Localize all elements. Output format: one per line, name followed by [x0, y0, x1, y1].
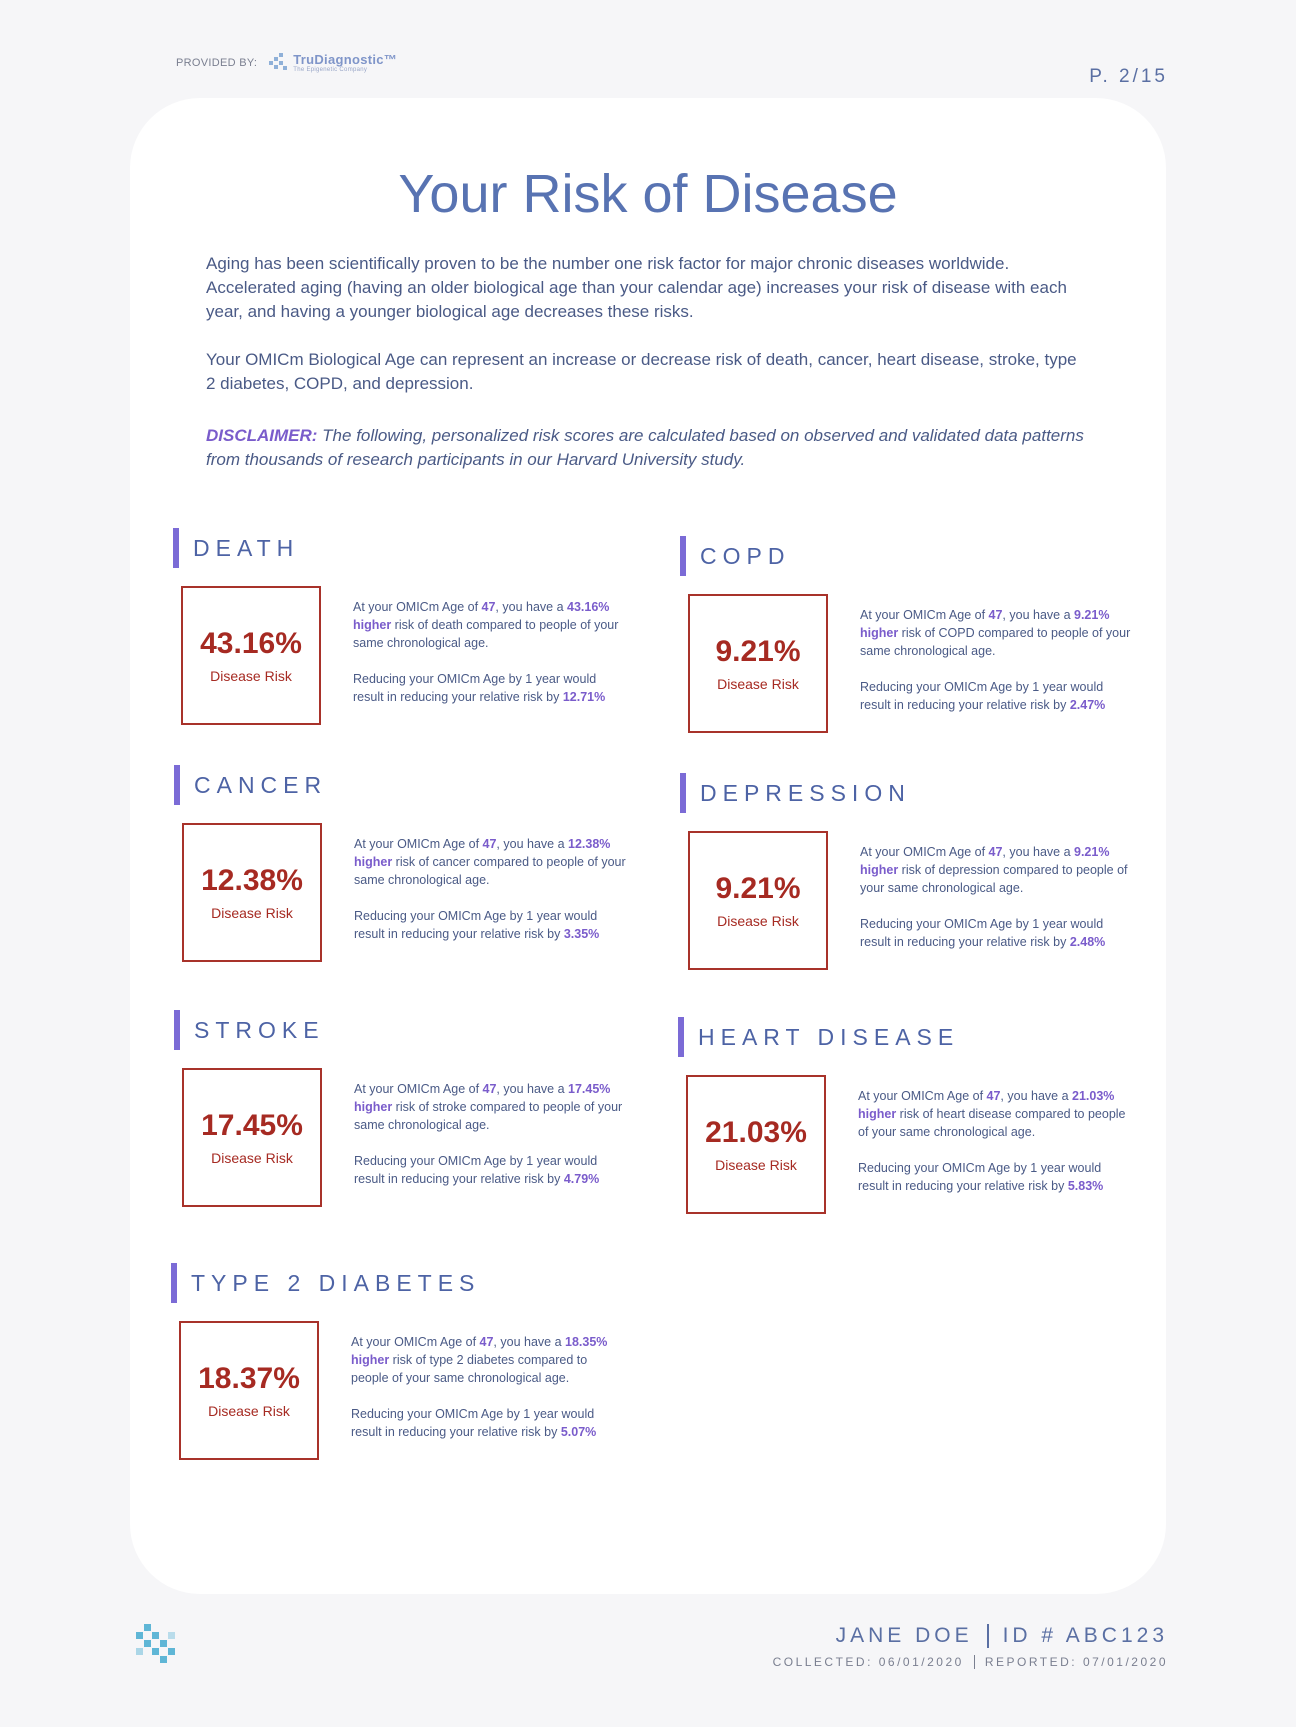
- higher-percent: 9.21%: [1074, 608, 1110, 622]
- risk-description: At your OMICm Age of 47, you have a 43.16% higher risk of death compared to people of your same chronological age. Reducing your OMICm Age by 1 year would result in reducing your relative risk by 12.71%: [353, 600, 619, 704]
- patient-info: [836, 1624, 1168, 1648]
- brand-name: TruDiagnostic™: [293, 52, 398, 67]
- reduction-percent: 5.07%: [560, 1425, 597, 1439]
- risk-box: [686, 1075, 826, 1214]
- disease-stroke: [174, 1010, 694, 1186]
- disease-death: [173, 528, 693, 704]
- disease-copd: [680, 536, 1200, 712]
- risk-percent: 21.03%: [705, 1116, 807, 1149]
- disease-type-2-diabetes: [171, 1263, 691, 1439]
- risk-description: At your OMICm Age of 47, you have a 9.21% higher risk of depression compared to people of your same chronological age. Reducing your OMICm Age by 1 year would result in reducing your relative risk by 2.48%: [860, 845, 1128, 949]
- risk-label: Disease Risk: [717, 913, 799, 929]
- page-title: Your Risk of Disease: [398, 164, 898, 224]
- provider: [176, 52, 397, 74]
- risk-label: Disease Risk: [211, 1150, 293, 1166]
- risk-description: At your OMICm Age of 47, you have a 18.35% higher risk of type 2 diabetes compared to people of your same chronological age. Reducing your OMICm Age by 1 year would result in reducing your relative risk by 5.07%: [351, 1335, 608, 1439]
- risk-box: [182, 823, 322, 962]
- intro-paragraph-1: Aging has been scientifically proven to be the number one risk factor for major chronic diseases worldwide. Accelerated aging (having an older biological age than your calendar age) increases your risk of disease with each year, and having a younger biological age decreases these risks.: [206, 254, 1067, 321]
- intro-paragraph-2: Your OMICm Biological Age can represent an increase or decrease risk of death, cancer, heart disease, stroke, type 2 diabetes, COPD, and depression.: [206, 350, 1077, 393]
- omicm-age: 47: [482, 1082, 497, 1096]
- risk-label: Disease Risk: [717, 676, 799, 692]
- risk-percent: 9.21%: [715, 872, 801, 905]
- disclaimer-label: DISCLAIMER:: [206, 426, 318, 445]
- reduction-percent: 12.71%: [562, 690, 606, 704]
- omicm-age: 47: [988, 608, 1003, 622]
- disclaimer: [206, 424, 1086, 472]
- omicm-age: 47: [482, 837, 497, 851]
- disease-heading: CANCER: [174, 765, 694, 805]
- risk-description: At your OMICm Age of 47, you have a 17.45% higher risk of stroke compared to people of your same chronological age. Reducing your OMICm Age by 1 year would result in reducing your relative risk by 4.79%: [354, 1082, 623, 1186]
- page-number: P. 2/15: [1089, 66, 1168, 87]
- risk-description: At your OMICm Age of 47, you have a 21.03% higher risk of heart disease compared to people of your same chronological age. Reducing your OMICm Age by 1 year would result in reducing your relative risk by 5.83%: [858, 1089, 1126, 1193]
- reduction-percent: 5.83%: [1067, 1179, 1104, 1193]
- disease-heading: TYPE 2 DIABETES: [171, 1263, 691, 1303]
- disease-depression: [680, 773, 1200, 949]
- disease-cancer: [174, 765, 694, 941]
- risk-label: Disease Risk: [208, 1403, 290, 1419]
- reduction-percent: 3.35%: [563, 927, 600, 941]
- risk-box: [688, 594, 828, 733]
- risk-label: Disease Risk: [715, 1157, 797, 1173]
- higher-percent: 43.16%: [567, 600, 610, 614]
- risk-box: [179, 1321, 319, 1460]
- higher-percent: 9.21%: [1074, 845, 1110, 859]
- reduction-percent: 4.79%: [563, 1172, 600, 1186]
- higher-percent: 17.45%: [568, 1082, 611, 1096]
- omicm-age: 47: [988, 845, 1003, 859]
- brand-logo: [267, 52, 397, 74]
- disease-heading: HEART DISEASE: [678, 1017, 1198, 1057]
- omicm-age: 47: [481, 600, 496, 614]
- risk-label: Disease Risk: [210, 668, 292, 684]
- omicm-age: 47: [986, 1089, 1001, 1103]
- disease-heading: COPD: [680, 536, 1200, 576]
- collected-date: COLLECTED: 06/01/2020: [772, 1655, 964, 1669]
- risk-percent: 43.16%: [200, 627, 302, 660]
- divider: [987, 1624, 989, 1648]
- risk-percent: 9.21%: [715, 635, 801, 668]
- risk-percent: 12.38%: [201, 864, 303, 897]
- risk-label: Disease Risk: [211, 905, 293, 921]
- provided-by-label: PROVIDED BY:: [176, 57, 258, 69]
- risk-description: At your OMICm Age of 47, you have a 12.38% higher risk of cancer compared to people of your same chronological age. Reducing your OMICm Age by 1 year would result in reducing your relative risk by 3.35%: [354, 837, 626, 941]
- patient-id: ID # ABC123: [1002, 1624, 1168, 1647]
- risk-box: [182, 1068, 322, 1207]
- reported-date: REPORTED: 07/01/2020: [984, 1655, 1168, 1669]
- disease-heading: DEPRESSION: [680, 773, 1200, 813]
- disease-heart-disease: [678, 1017, 1198, 1193]
- higher-percent: 12.38%: [568, 837, 611, 851]
- higher-percent: 21.03%: [1072, 1089, 1115, 1103]
- risk-percent: 18.37%: [198, 1362, 300, 1395]
- brand-tagline: The Epigenetic Company: [293, 67, 368, 73]
- risk-description: At your OMICm Age of 47, you have a 9.21% higher risk of COPD compared to people of your same chronological age. Reducing your OMICm Age by 1 year would result in reducing your relative risk by 2.47%: [860, 608, 1131, 712]
- risk-box: [181, 586, 321, 725]
- disease-heading: STROKE: [174, 1010, 694, 1050]
- omicm-age: 47: [479, 1335, 494, 1349]
- brand-logo-icon: [267, 52, 289, 74]
- reduction-percent: 2.47%: [1069, 698, 1106, 712]
- risk-percent: 17.45%: [201, 1109, 303, 1142]
- higher-percent: 18.35%: [565, 1335, 608, 1349]
- patient-name: JANE DOE: [835, 1624, 973, 1647]
- report-dates: [773, 1655, 1168, 1669]
- divider: [974, 1655, 975, 1669]
- footer-logo-icon: [128, 1612, 184, 1672]
- reduction-percent: 2.48%: [1069, 935, 1106, 949]
- risk-box: [688, 831, 828, 970]
- disclaimer-text: The following, personalized risk scores are calculated based on observed and validated data patterns from thousands of research participants in our Harvard University study.: [206, 426, 1084, 469]
- disease-heading: DEATH: [173, 528, 693, 568]
